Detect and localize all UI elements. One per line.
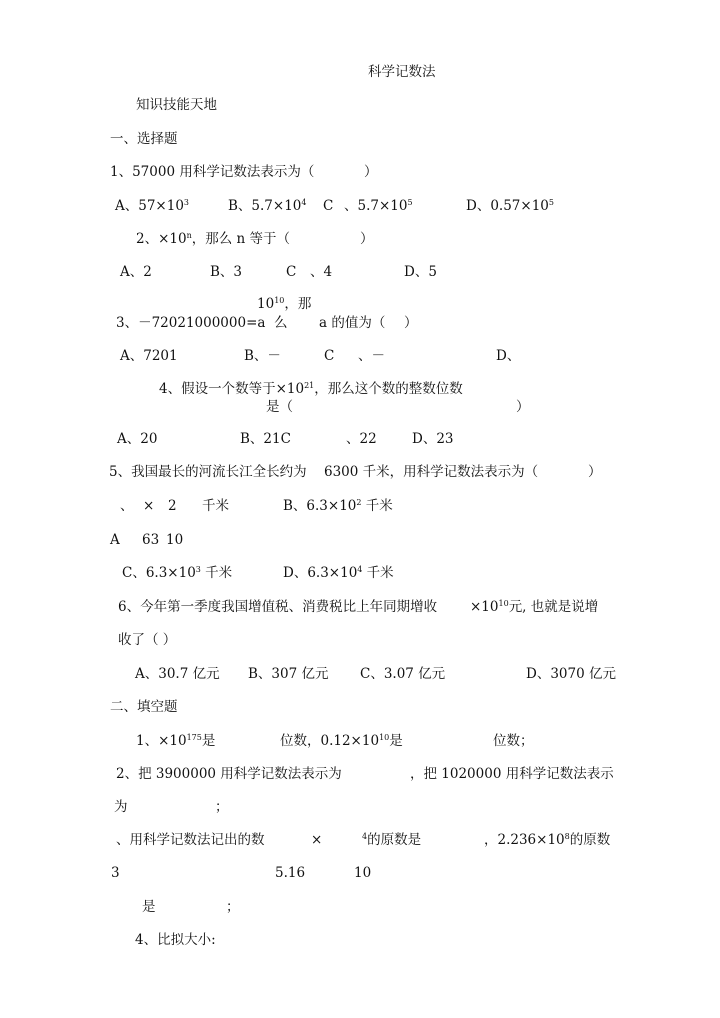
q3-option-d: D、	[496, 348, 521, 364]
q3-fragment-mid: 么	[274, 315, 288, 331]
f2-stem: 2、把 3900000 用科学记数法表示为	[116, 766, 342, 782]
q3-stem: 3、－72021000000=a	[116, 315, 266, 331]
q1-close: ）	[364, 164, 378, 180]
subtitle: 知识技能天地	[136, 97, 217, 113]
q6-option-a: A、30.7 亿元	[135, 666, 220, 682]
f3-number-10: 10	[354, 865, 372, 881]
q1-option-c-letter: C	[323, 198, 334, 214]
f4-stem: 4、比拟大小:	[135, 932, 216, 948]
q5-option-a-exp: 2	[168, 498, 177, 514]
q5-option-a-times: ×	[143, 498, 155, 514]
q2-option-c-letter: C	[286, 264, 297, 280]
q3-option-c-letter: C	[324, 348, 335, 364]
q5-option-a-number: 63	[142, 532, 160, 548]
q4-close: ）	[516, 399, 530, 415]
f2-stem-line2: 为	[114, 799, 128, 815]
q1-option-a: A、$57\times 10^3$	[115, 198, 190, 214]
q6-option-b: B、307 亿元	[248, 666, 329, 682]
section-heading-choice: 一、选择题	[110, 131, 178, 147]
q5-stem-2: 6300 千米，用科学记数法表示为（	[324, 464, 539, 480]
q2-option-d: D、5	[404, 264, 437, 280]
q3-option-c: 、－	[358, 348, 385, 364]
f3-semicolon: ；	[226, 899, 240, 915]
f3-stem-line3: 是	[142, 899, 156, 915]
q5-option-a-base: 10	[166, 532, 184, 548]
q3-stem-2: a 的值为（	[319, 315, 386, 331]
section-heading-fill: 二、填空题	[110, 699, 178, 715]
q4-option-d: D、23	[412, 431, 454, 447]
q1-option-c: 、$5.7\times 10^5$	[344, 198, 413, 214]
q5-option-a-mark: 、	[120, 498, 134, 514]
f2-semicolon: ；	[215, 799, 229, 815]
f1-stem-end: 位数；	[493, 733, 534, 749]
q6-stem: 6、今年第一季度我国增值税、消费税比上年同期增收	[118, 599, 438, 615]
q1-option-b: B、$5.7\times 10^4$	[228, 198, 307, 214]
f3-stem-3: ，$2.236\times 10^8$的原数	[484, 832, 611, 848]
q3-fragment-top: $10^{10}$，那	[257, 296, 312, 312]
q5-stem: 5、我国最长的河流长江全长约为	[109, 464, 307, 480]
q5-option-d: D、$6.3\times 10^4$ 千米	[283, 565, 394, 581]
q3-close: ）	[404, 315, 418, 331]
q5-option-b: B、$6.3\times 10^2$ 千米	[283, 498, 393, 514]
q2-option-b: B、3	[210, 264, 243, 280]
q6-option-c: C、3.07 亿元	[360, 666, 446, 682]
q4-option-b: B、21C	[240, 431, 291, 447]
q6-stem-line2: 收了（ ）	[118, 632, 177, 648]
f1-stem-2: 位数，$0.12\times 10^{10}$是	[280, 733, 403, 749]
q2-close: ）	[360, 231, 374, 247]
q6-option-d: D、3070 亿元	[526, 666, 616, 682]
q3-option-b: B、－	[244, 348, 281, 364]
q2-option-a: A、2	[120, 264, 152, 280]
q6-stem-2: $\times 10^{10}$元, 也就是说增	[470, 599, 599, 615]
f2-stem-2: ，把 1020000 用科学记数法表示	[410, 766, 614, 782]
q2-stem: 2、$\times 10^n$，那么 n 等于（	[136, 231, 291, 247]
q4-stem-line2: 是（	[266, 399, 293, 415]
q3-option-a: A、7201	[120, 348, 178, 364]
f3-stem-2: $^4$的原数是	[362, 832, 422, 848]
f3-number-3: 3	[111, 865, 120, 881]
q4-stem: 4、假设一个数等于$\times 10^{21}$，那么这个数的整数位数	[159, 381, 463, 397]
f3-stem: 、用科学记数法记出的数	[116, 832, 265, 848]
q5-option-a-unit: 千米	[202, 498, 229, 514]
q5-option-a-letter: A	[110, 532, 120, 548]
q4-option-a: A、20	[117, 431, 158, 447]
q1-stem: 1、57000 用科学记数法表示为（	[110, 164, 315, 180]
q5-option-c: C、$6.3\times 10^3$ 千米	[122, 565, 233, 581]
q1-option-d: D、$0.57\times 10^5$	[466, 198, 554, 214]
f3-number-516: 5.16	[275, 865, 306, 881]
f1-stem: 1、$\times 10^{175}$是	[136, 733, 216, 749]
q5-close: ）	[588, 464, 602, 480]
q2-option-c: 、4	[310, 264, 333, 280]
page-title: 科学记数法	[368, 64, 436, 80]
f3-times: ×	[311, 832, 323, 848]
q4-option-c: 、22	[346, 431, 377, 447]
